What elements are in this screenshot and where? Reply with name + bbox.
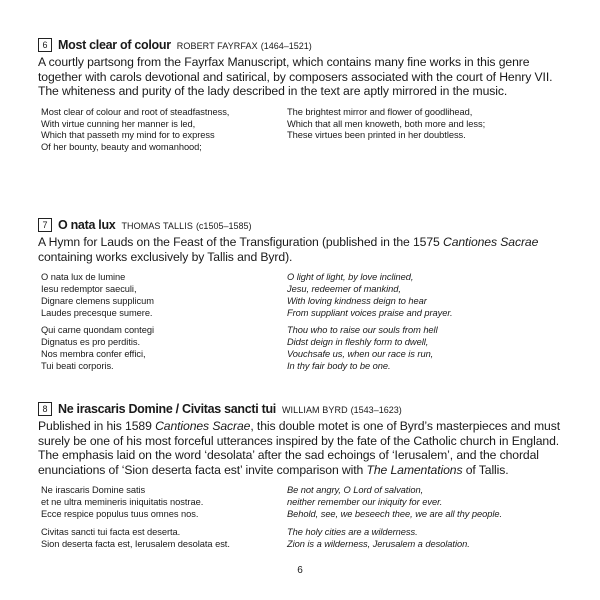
english-column [287, 272, 570, 378]
verse-line: Ecce respice populus tuus omnes nos. [41, 508, 199, 519]
latin-column [38, 272, 287, 378]
verse-line: Be not angry, O Lord of salvation, [287, 485, 424, 496]
verse-line: et ne ultra memineris iniquitatis nostrae. [41, 497, 204, 508]
composer-dates: (c1505–1585) [195, 221, 252, 231]
verse-line: Jesu, redeemer of mankind, [287, 283, 401, 294]
composer-name: ROBERT FAYRFAX [176, 41, 258, 51]
verse-line: Dignare clemens supplicum [41, 295, 154, 306]
page-number: 6 [297, 565, 303, 576]
track-heading [38, 38, 570, 53]
text-column-right [287, 107, 570, 154]
verse-line: Behold, see, we beseech thee, we are all thy people. [287, 508, 502, 519]
english-column [287, 485, 570, 556]
booklet-page [38, 38, 570, 556]
track-section-8 [38, 402, 570, 556]
track-heading [38, 402, 570, 417]
verse-line: Dignatus es pro perditis. [41, 337, 141, 348]
verse-line: O nata lux de lumine [41, 272, 126, 283]
verse-line: In thy fair body to be one. [287, 360, 391, 371]
verse-line: With loving kindness deign to hear [287, 295, 427, 306]
verse-line: Civitas sancti tui facta est deserta. [41, 526, 181, 537]
verse-line: Which that all men knoweth, both more and less; [287, 118, 486, 129]
verse-line: Nos membra confer effici, [41, 348, 146, 359]
track-description: A courtly partsong from the Fayrfax Manuscript, which contains many fine works in this genre together with carols devotional and satirical, by composers associated with the court of Henry VII. The whiteness and purity of the lady described in the text are aptly mirrored in the music. [38, 55, 553, 99]
verse-line: Didst deign in fleshly form to dwell, [287, 337, 429, 348]
track-number: 7 [38, 218, 52, 232]
verse-line: Iesu redemptor saeculi, [41, 283, 137, 294]
track-title: Ne irascaris Domine / Civitas sancti tui [58, 402, 276, 416]
latin-column [38, 485, 287, 556]
verse-line: Of her bounty, beauty and womanhood; [41, 142, 202, 153]
verse-line: From suppliant voices praise and prayer. [287, 307, 453, 318]
latin-stanza [41, 325, 287, 372]
verse-line: Laudes precesque sumere. [41, 307, 153, 318]
latin-stanza [41, 272, 287, 319]
verse-line: The brightest mirror and flower of goodlihead, [287, 106, 473, 117]
verse-line: Which that passeth my mind for to express [41, 130, 215, 141]
track-description: A Hymn for Lauds on the Feast of the Transfiguration (published in the 1575 Cantiones Sacrae containing works exclusively by Tallis and Byrd). [38, 235, 539, 264]
verse-line: Tui beati corporis. [41, 360, 114, 371]
track-title: Most clear of colour [58, 38, 171, 52]
latin-stanza [41, 527, 287, 551]
composer-name: WILLIAM BYRD [281, 405, 348, 415]
track-number: 6 [38, 38, 52, 52]
composer-dates: (1464–1521) [260, 41, 312, 51]
verse-line: The holy cities are a wilderness. [287, 526, 418, 537]
verse-line: Vouchsafe us, when our race is run, [287, 348, 434, 359]
composer-name: THOMAS TALLIS [121, 221, 193, 231]
verse-line: Thou who to raise our souls from hell [287, 325, 438, 336]
verses [38, 485, 570, 556]
track-heading [38, 218, 570, 233]
verse-line: These virtues been printed in her doubtless. [287, 130, 466, 141]
composer-dates: (1543–1623) [350, 405, 402, 415]
verse-line: Ne irascaris Domine satis [41, 485, 146, 496]
verse-line: Zion is a wilderness, Jerusalem a desolation. [287, 538, 470, 549]
english-stanza [287, 272, 570, 319]
verses [38, 272, 570, 378]
latin-stanza [41, 485, 287, 520]
track-section-6 [38, 38, 570, 218]
verse-line: With virtue cunning her manner is led, [41, 118, 196, 129]
verse-line: Qui carne quondam contegi [41, 325, 154, 336]
verses [38, 107, 570, 154]
verse-line: Most clear of colour and root of steadfastness, [41, 106, 230, 117]
verse-line: Sion deserta facta est, Ierusalem desolata est. [41, 538, 230, 549]
track-title: O nata lux [58, 218, 116, 232]
verse-line: neither remember our iniquity for ever. [287, 497, 443, 508]
verse-line: O light of light, by love inclined, [287, 272, 414, 283]
track-description: Published in his 1589 Cantiones Sacrae, this double motet is one of Byrd’s masterpieces and must surely be one of his most forceful utterances inspired by the fate of the Catholic church in England. The emphasis laid on the word ‘desolata’ after the sad echoings of ‘Ierusalem’, and the chordal enunciations of ‘Sion deserta facta est’ invite comparison with The Lamentations of Tallis. [38, 419, 560, 477]
track-number: 8 [38, 402, 52, 416]
english-stanza [287, 485, 570, 520]
english-stanza [287, 325, 570, 372]
text-column-left [38, 107, 287, 154]
english-stanza [287, 527, 570, 551]
track-section-7 [38, 218, 570, 402]
